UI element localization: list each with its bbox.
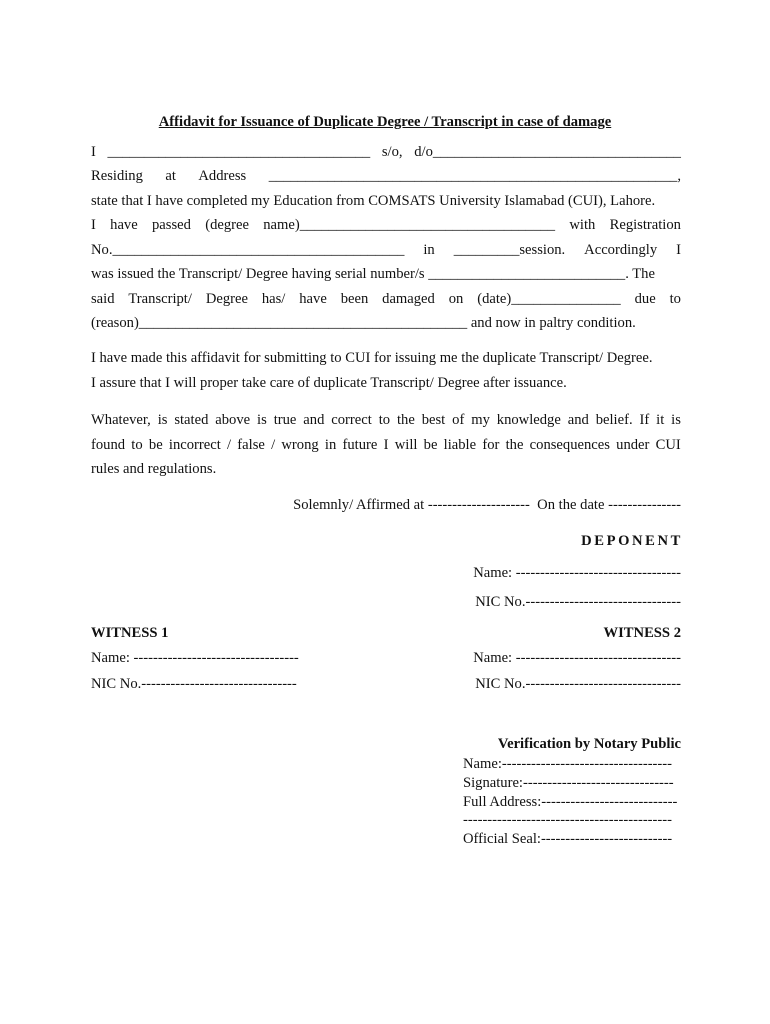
statement-word: s/o, <box>381 144 403 160</box>
notary-name-field: Name:----------------------------------- <box>463 756 672 772</box>
declaration-word: my <box>471 412 490 428</box>
declaration-word: wrong <box>281 437 319 453</box>
declaration-word: for <box>482 437 500 453</box>
declaration-word: rules and regulations. <box>91 461 217 477</box>
statement-word: (degree <box>205 217 249 233</box>
statement-word: with <box>569 217 596 233</box>
statement-word: state that I have completed my Education from COMSATS University Islamabad (CUI), Lahore. <box>91 193 656 209</box>
statement-word: name)___________________________________ <box>263 217 556 233</box>
deponent-nic-field: NIC No.-------------------------------- <box>475 594 681 610</box>
declaration-word: If <box>639 412 650 428</box>
declaration-word: it <box>656 412 665 428</box>
statement-line-4 <box>91 217 681 235</box>
statement-word: Accordingly <box>584 242 658 258</box>
affidavit-purpose-line-1: I have made this affidavit for submitting to CUI for issuing me the duplicate Transcript/ Degree. <box>91 350 653 366</box>
statement-word: Transcript/ <box>128 291 192 307</box>
statement-word: have <box>110 217 138 233</box>
statement-word: ____________________________________ <box>107 144 371 160</box>
declaration-word: future <box>342 437 378 453</box>
statement-line-1 <box>91 144 681 162</box>
declaration-word: is <box>157 412 168 428</box>
statement-word: in <box>423 242 435 258</box>
statement-word: on <box>448 291 464 307</box>
declaration-word: of <box>452 412 465 428</box>
declaration-word: is <box>257 412 267 428</box>
statement-line-7 <box>91 291 681 309</box>
statement-word: Degree <box>205 291 248 307</box>
declaration-line-2 <box>91 437 681 455</box>
declaration-word: / <box>271 437 276 453</box>
declaration-word: to <box>378 412 391 428</box>
statement-word: at <box>165 168 176 184</box>
declaration-word: in <box>324 437 337 453</box>
statement-word: ________________________________________________________, <box>268 168 681 184</box>
declaration-word: will <box>394 437 418 453</box>
declaration-word: Whatever, <box>91 412 151 428</box>
declaration-word: consequences <box>529 437 610 453</box>
declaration-line-3 <box>91 461 681 479</box>
declaration-word: and <box>567 412 589 428</box>
notary-heading: Verification by Notary Public <box>497 736 681 752</box>
witness-2-nic-field: NIC No.-------------------------------- <box>475 676 681 692</box>
declaration-word: is <box>671 412 681 428</box>
witness-2-heading: WITNESS 2 <box>603 625 681 641</box>
witness-1-heading: WITNESS 1 <box>91 625 169 641</box>
declaration-line-1 <box>91 412 681 430</box>
declaration-word: be <box>148 437 163 453</box>
statement-word: have <box>299 291 327 307</box>
statement-word: (date)_______________ <box>477 291 621 307</box>
statement-word: Address <box>198 168 247 184</box>
statement-word: Residing <box>91 168 143 184</box>
statement-line-5 <box>91 242 681 260</box>
statement-word: been <box>340 291 369 307</box>
statement-line-6 <box>91 266 681 284</box>
deponent-name-field: Name: ---------------------------------- <box>473 565 681 581</box>
declaration-word: to <box>131 437 143 453</box>
statement-word: said <box>91 291 115 307</box>
notary-address-field: Full Address:---------------------------- <box>463 794 678 810</box>
statement-word: _________session. <box>453 242 566 258</box>
statement-word: due <box>634 291 656 307</box>
declaration-word: under <box>616 437 650 453</box>
declaration-word: stated <box>174 412 209 428</box>
statement-word: No.________________________________________ <box>91 242 405 258</box>
declaration-word: knowledge <box>496 412 561 428</box>
statement-line-8 <box>91 315 681 333</box>
declaration-word: incorrect <box>168 437 221 453</box>
witness-1-name-field: Name: ---------------------------------- <box>91 650 299 666</box>
statement-word: has/ <box>261 291 286 307</box>
statement-word: I <box>91 144 96 160</box>
declaration-word: / <box>227 437 232 453</box>
document-title: Affidavit for Issuance of Duplicate Degree / Transcript in case of damage <box>158 114 612 130</box>
statement-word: to <box>669 291 681 307</box>
declaration-word: liable <box>443 437 477 453</box>
declaration-word: be <box>423 437 438 453</box>
statement-line-2 <box>91 168 681 186</box>
witness-1-nic-field: NIC No.-------------------------------- <box>91 676 297 692</box>
statement-word: damaged <box>382 291 435 307</box>
statement-word: was issued the Transcript/ Degree having serial number/s ___________________________. The <box>91 266 655 282</box>
declaration-word: I <box>383 437 389 453</box>
notary-seal-field: Official Seal:--------------------------- <box>463 831 673 847</box>
notary-signature-field: Signature:------------------------------- <box>463 775 674 791</box>
declaration-word: found <box>91 437 126 453</box>
declaration-word: and <box>303 412 325 428</box>
declaration-word: above <box>215 412 251 428</box>
affidavit-purpose-line-2: I assure that I will proper take care of duplicate Transcript/ Degree after issuance. <box>91 375 567 391</box>
statement-word: d/o__________________________________ <box>414 144 681 160</box>
deponent-heading: DEPONENT <box>581 533 683 549</box>
declaration-word: the <box>396 412 415 428</box>
statement-word: I <box>91 217 96 233</box>
declaration-word: best <box>421 412 446 428</box>
statement-word: (reason)_____________________________________________ and now in paltry condition. <box>91 315 636 331</box>
statement-word: passed <box>152 217 191 233</box>
declaration-word: the <box>505 437 524 453</box>
declaration-word: true <box>273 412 297 428</box>
declaration-word: belief. <box>595 412 633 428</box>
witness-2-name-field: Name: ---------------------------------- <box>473 650 681 666</box>
statement-word: Registration <box>609 217 681 233</box>
declaration-word: false <box>237 437 265 453</box>
solemnly-affirmed-line: Solemnly/ Affirmed at --------------------- On the date --------------- <box>293 497 681 513</box>
declaration-word: correct <box>331 412 372 428</box>
declaration-word: CUI <box>655 437 681 453</box>
statement-line-3 <box>91 193 681 211</box>
notary-address-continuation: ------------------------------------------- <box>463 812 672 828</box>
statement-word: I <box>676 242 681 258</box>
